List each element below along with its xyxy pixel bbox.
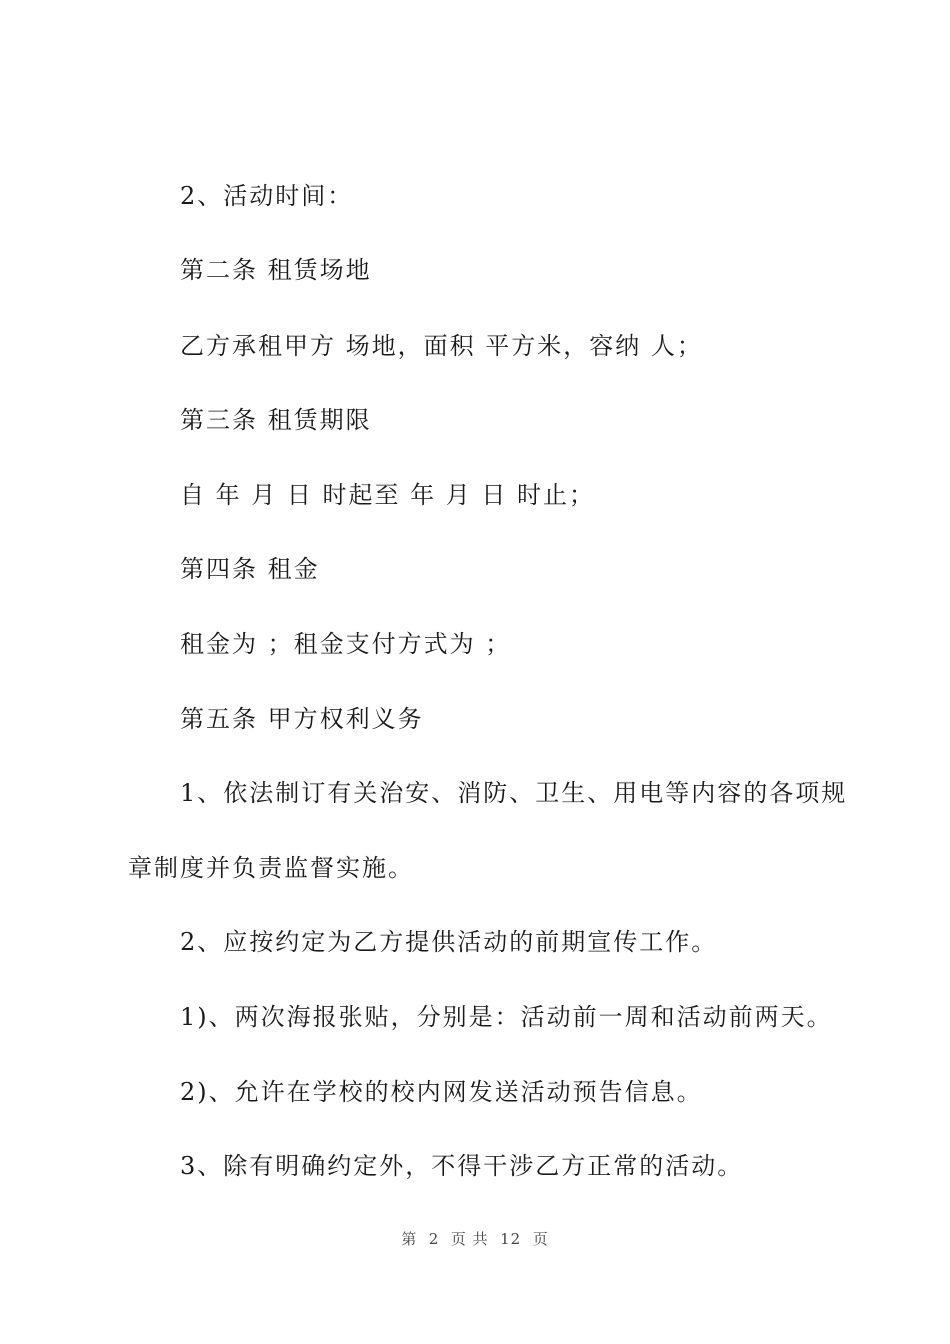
article-5-item-1: 1、依法制订有关治安、消防、卫生、用电等内容的各项规 bbox=[180, 779, 848, 807]
article-4-heading: 第四条 租金 bbox=[180, 555, 320, 583]
article-5-item-2: 2、应按约定为乙方提供活动的前期宣传工作。 bbox=[180, 928, 718, 956]
article-2-body: 乙方承租甲方 场地，面积 平方米，容纳 人； bbox=[180, 332, 703, 360]
article-5-item-2-sub-2: 2)、允许在学校的校内网发送活动预告信息。 bbox=[180, 1078, 703, 1106]
article-4-body: 租金为 ；租金支付方式为 ； bbox=[180, 630, 512, 658]
article-5-item-2-sub-1: 1)、两次海报张贴，分别是：活动前一周和活动前两天。 bbox=[180, 1003, 833, 1031]
page-number-footer: 第 2 页 共 12 页 bbox=[401, 1230, 549, 1248]
article-5-heading: 第五条 甲方权利义务 bbox=[180, 705, 424, 733]
article-3-heading: 第三条 租赁期限 bbox=[180, 406, 372, 434]
article-3-body: 自 年 月 日 时起至 年 月 日 时止； bbox=[180, 481, 596, 509]
clause-activity-time: 2、活动时间： bbox=[180, 182, 354, 210]
article-2-heading: 第二条 租赁场地 bbox=[180, 256, 372, 284]
article-5-item-3: 3、除有明确约定外，不得干涉乙方正常的活动。 bbox=[180, 1152, 744, 1180]
article-5-item-1-continued: 章制度并负责监督实施。 bbox=[128, 854, 414, 882]
